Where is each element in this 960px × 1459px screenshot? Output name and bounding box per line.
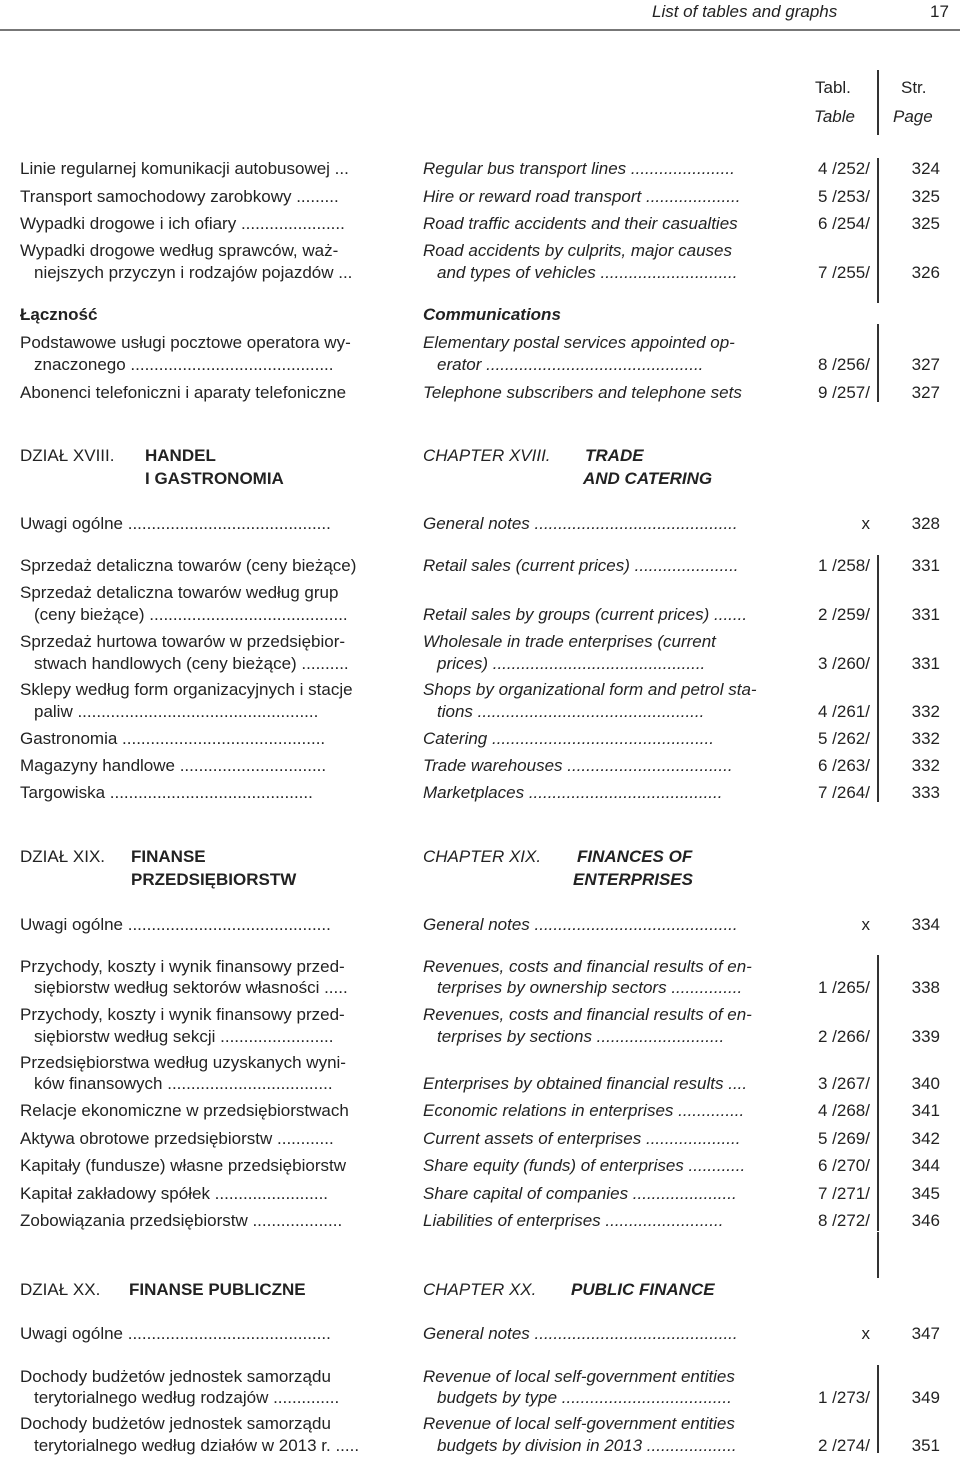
entry-pl: Sprzedaż hurtowa towarów w przedsiębior- (20, 632, 346, 651)
table-ref: 5 /262/ (818, 729, 870, 748)
table-ref: 2 /259/ (818, 605, 870, 624)
col-header-tabl: Tabl. (815, 78, 851, 97)
entry-pl: Relacje ekonomiczne w przedsiębiorstwach (20, 1101, 349, 1120)
entry-pl: Kapitał zakładowy spółek ........................ (20, 1184, 329, 1203)
entry-en: Retail sales by groups (current prices) ....... (423, 605, 748, 624)
running-header-title: List of tables and graphs (652, 2, 838, 21)
page-ref: 339 (911, 1027, 940, 1046)
page-ref: 331 (911, 654, 940, 673)
entry-en-cont: tions ................................................ (437, 702, 705, 721)
entry-en: Revenues, costs and financial results of en- (423, 1005, 752, 1024)
table-ref: x (861, 1324, 870, 1343)
chapter-title-en-cont: ENTERPRISES (573, 870, 693, 889)
entry-pl: Sprzedaż detaliczna towarów według grup (20, 583, 339, 602)
header-rule (0, 29, 960, 31)
table-ref: 5 /269/ (818, 1129, 870, 1148)
entry-pl: Sklepy według form organizacyjnych i stacje (20, 680, 353, 699)
page-ref: 332 (911, 702, 940, 721)
table-ref: 9 /257/ (818, 383, 870, 402)
table-ref: x (861, 915, 870, 934)
entry-pl: Przychody, koszty i wynik finansowy przed- (20, 957, 345, 976)
entry-pl-cont: niejszych przyczyn i rodzajów pojazdów ... (34, 263, 353, 282)
entry-en: Trade warehouses ................................... (423, 756, 733, 775)
column-divider (877, 1232, 879, 1278)
chapter-prefix-en: CHAPTER XVIII. (423, 446, 551, 465)
entry-pl: Magazyny handlowe ............................... (20, 756, 327, 775)
entry-en-cont: terprises by ownership sectors ............... (437, 978, 743, 997)
table-ref: 2 /266/ (818, 1027, 870, 1046)
column-divider (877, 70, 879, 135)
entry-pl: Sprzedaż detaliczna towarów (ceny bieżące) (20, 556, 357, 575)
page-ref: 333 (911, 783, 940, 802)
entry-en: General notes ........................................... (423, 1324, 738, 1343)
entry-pl: Przychody, koszty i wynik finansowy przed- (20, 1005, 345, 1024)
chapter-title-pl-cont: PRZEDSIĘBIORSTW (131, 870, 297, 889)
entry-en: Regular bus transport lines ...................... (423, 159, 735, 178)
page-ref: 331 (911, 605, 940, 624)
entry-en-cont: terprises by sections ........................... (437, 1027, 725, 1046)
entry-pl: Dochody budżetów jednostek samorządu (20, 1414, 331, 1433)
chapter-title-en-cont: AND CATERING (583, 469, 713, 488)
entry-en-cont: budgets by type .................................... (437, 1388, 732, 1407)
column-divider (877, 158, 879, 303)
page-ref: 342 (911, 1129, 940, 1148)
entry-en-cont: budgets by division in 2013 ................... (437, 1436, 737, 1455)
entry-en: General notes ........................................... (423, 915, 738, 934)
page-ref: 345 (911, 1184, 940, 1203)
entry-en: Telephone subscribers and telephone sets (423, 383, 742, 402)
entry-pl: Targowiska ........................................... (20, 783, 313, 802)
page-ref: 334 (911, 915, 940, 934)
entry-pl: Uwagi ogólne ........................................... (20, 1324, 331, 1343)
col-header-str: Str. (901, 78, 927, 97)
page-ref: 325 (911, 214, 940, 233)
column-divider (877, 324, 879, 402)
entry-en: Share capital of companies ...................... (423, 1184, 737, 1203)
entry-pl-cont: ków finansowych ................................... (34, 1074, 333, 1093)
page-ref: 349 (911, 1388, 940, 1407)
page-ref: 325 (911, 187, 940, 206)
entry-pl: Kapitały (fundusze) własne przedsiębiorstw (20, 1156, 346, 1175)
col-header-page: Page (893, 107, 933, 126)
entry-pl-cont: terytorialnego według rodzajów .............. (34, 1388, 340, 1407)
page-number: 17 (930, 2, 949, 21)
entry-en: Revenue of local self-government entities (423, 1367, 735, 1386)
entry-en: Wholesale in trade enterprises (current (423, 632, 716, 651)
chapter-title-pl: HANDEL (145, 446, 216, 465)
table-ref: 6 /263/ (818, 756, 870, 775)
table-ref: 8 /272/ (818, 1211, 870, 1230)
table-ref: 5 /253/ (818, 187, 870, 206)
page-ref: 328 (911, 514, 940, 533)
chapter-prefix-pl: DZIAŁ XX. (20, 1280, 101, 1299)
entry-en: Road accidents by culprits, major causes (423, 241, 732, 260)
column-divider (877, 955, 879, 1231)
entry-pl: Abonenci telefoniczni i aparaty telefoniczne (20, 383, 347, 402)
page-ref: 347 (911, 1324, 940, 1343)
table-ref: 4 /252/ (818, 159, 870, 178)
entry-pl: Uwagi ogólne ........................................... (20, 514, 331, 533)
entry-en: Elementary postal services appointed op- (423, 333, 735, 352)
table-ref: 3 /267/ (818, 1074, 870, 1093)
entry-en: Revenues, costs and financial results of en- (423, 957, 752, 976)
entry-pl-cont: siębiorstw według sektorów własności ..... (34, 978, 348, 997)
col-header-table: Table (814, 107, 855, 126)
page-ref: 341 (911, 1101, 940, 1120)
entry-pl-cont: siębiorstw według sekcji ........................ (34, 1027, 334, 1046)
entry-en: Economic relations in enterprises .............. (423, 1101, 745, 1120)
table-ref: 1 /265/ (818, 978, 870, 997)
page-ref: 346 (911, 1211, 940, 1230)
page-ref: 326 (911, 263, 940, 282)
entry-pl: Podstawowe usługi pocztowe operatora wy- (20, 333, 351, 352)
table-ref: 7 /271/ (818, 1184, 870, 1203)
table-ref: 1 /258/ (818, 556, 870, 575)
entry-pl: Transport samochodowy zarobkowy ......... (20, 187, 339, 206)
entry-pl: Przedsiębiorstwa według uzyskanych wyni- (20, 1053, 346, 1072)
chapter-prefix-en: CHAPTER XIX. (423, 847, 542, 866)
entry-en: General notes ........................................... (423, 514, 738, 533)
table-ref: 3 /260/ (818, 654, 870, 673)
entry-en-cont: and types of vehicles ............................. (437, 263, 738, 282)
table-ref: 8 /256/ (818, 355, 870, 374)
subheading-en: Communications (423, 305, 561, 324)
column-divider (877, 555, 879, 802)
chapter-title-pl-cont: I GASTRONOMIA (145, 469, 284, 488)
entry-en: Share equity (funds) of enterprises ............ (423, 1156, 746, 1175)
entry-pl: Zobowiązania przedsiębiorstw ................... (20, 1211, 343, 1230)
entry-pl: Gastronomia ........................................... (20, 729, 326, 748)
entry-pl-cont: terytorialnego według działów w 2013 r. ..... (34, 1436, 360, 1455)
page-ref: 324 (911, 159, 940, 178)
entry-en: Retail sales (current prices) ...................... (423, 556, 739, 575)
page-ref: 344 (911, 1156, 940, 1175)
page-ref: 338 (911, 978, 940, 997)
table-ref: 6 /270/ (818, 1156, 870, 1175)
chapter-title-en: PUBLIC FINANCE (571, 1280, 715, 1299)
entry-pl-cont: stwach handlowych (ceny bieżące) .......... (34, 654, 349, 673)
chapter-title-pl: FINANSE (131, 847, 206, 866)
table-ref: x (861, 514, 870, 533)
chapter-prefix-pl: DZIAŁ XIX. (20, 847, 106, 866)
table-ref: 7 /264/ (818, 783, 870, 802)
entry-en: Current assets of enterprises .................... (423, 1129, 741, 1148)
chapter-title-en: FINANCES OF (577, 847, 693, 866)
column-divider (877, 1365, 879, 1453)
entry-en: Hire or reward road transport .................... (423, 187, 741, 206)
entry-pl-cont: (ceny bieżące) .......................................... (34, 605, 348, 624)
entry-en-cont: erator .............................................. (437, 355, 704, 374)
entry-pl: Dochody budżetów jednostek samorządu (20, 1367, 331, 1386)
chapter-prefix-pl: DZIAŁ XVIII. (20, 446, 115, 465)
entry-en: Shops by organizational form and petrol sta- (423, 680, 757, 699)
table-ref: 4 /261/ (818, 702, 870, 721)
entry-pl: Wypadki drogowe według sprawców, waż- (20, 241, 339, 260)
page-ref: 327 (911, 383, 940, 402)
entry-pl: Linie regularnej komunikacji autobusowej ... (20, 159, 349, 178)
entry-en: Road traffic accidents and their casualties (423, 214, 738, 233)
chapter-prefix-en: CHAPTER XX. (423, 1280, 537, 1299)
entry-en: Catering ............................................... (423, 729, 714, 748)
page-ref: 351 (911, 1436, 940, 1455)
entry-pl-cont: znaczonego ........................................... (34, 355, 334, 374)
entry-pl: Uwagi ogólne ........................................... (20, 915, 331, 934)
table-ref: 1 /273/ (818, 1388, 870, 1407)
entry-pl: Aktywa obrotowe przedsiębiorstw ............ (20, 1129, 334, 1148)
chapter-title-pl: FINANSE PUBLICZNE (129, 1280, 306, 1299)
page-ref: 340 (911, 1074, 940, 1093)
table-ref: 2 /274/ (818, 1436, 870, 1455)
page-ref: 331 (911, 556, 940, 575)
entry-pl: Wypadki drogowe i ich ofiary ...................... (20, 214, 345, 233)
table-ref: 4 /268/ (818, 1101, 870, 1120)
entry-en: Marketplaces ......................................... (423, 783, 723, 802)
page-ref: 332 (911, 729, 940, 748)
table-ref: 7 /255/ (818, 263, 870, 282)
subheading-pl: Łączność (20, 305, 98, 324)
entry-en: Liabilities of enterprises ......................... (423, 1211, 724, 1230)
page-ref: 332 (911, 756, 940, 775)
entry-pl-cont: paliw ................................................... (34, 702, 319, 721)
page-ref: 327 (911, 355, 940, 374)
entry-en: Enterprises by obtained financial results .... (423, 1074, 748, 1093)
chapter-title-en: TRADE (585, 446, 644, 465)
table-ref: 6 /254/ (818, 214, 870, 233)
entry-en: Revenue of local self-government entities (423, 1414, 735, 1433)
entry-en-cont: prices) ............................................. (437, 654, 706, 673)
